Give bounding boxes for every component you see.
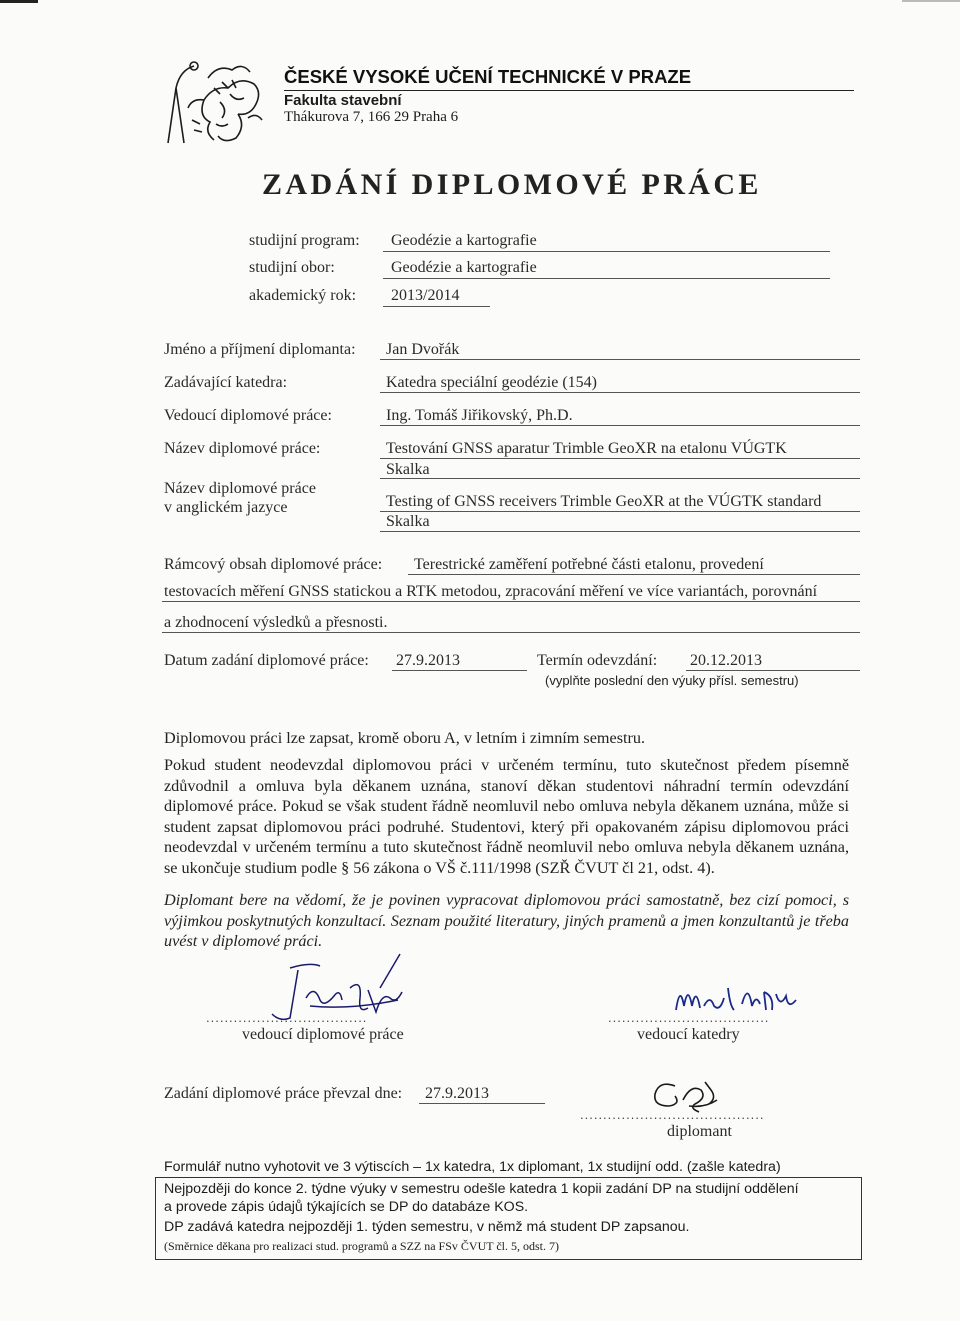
footer-line-2: a provede zápis údajů týkajících se DP do databáze KOS. xyxy=(164,1199,529,1215)
year-label: akademický rok: xyxy=(249,287,357,304)
footer-note-copies: Formulář nutno vyhotovit ve 3 výtiscích – 1x katedra, 1x diplomant, 1x studijní odd. (zašle katedra) xyxy=(164,1159,781,1175)
supervisor-value: Ing. Tomáš Jiřikovský, Ph.D. xyxy=(386,407,573,424)
due-date-note: (vyplňte poslední den výuky přísl. semestru) xyxy=(545,673,799,688)
program-rule xyxy=(383,251,830,252)
page-title: ZADÁNÍ DIPLOMOVÉ PRÁCE xyxy=(262,168,762,201)
footer-line-4: (Směrnice děkana pro realizaci stud. programů a SZZ na FSv ČVUT čl. 5, odst. 7) xyxy=(164,1239,560,1253)
scope-line1: Terestrické zaměření potřebné části etalonu, provedení xyxy=(414,556,764,573)
dept-label: Zadávající katedra: xyxy=(164,374,288,391)
supervisor-signature-dots: ................................... xyxy=(206,1010,368,1025)
due-date-value: 20.12.2013 xyxy=(690,652,762,669)
thesis-rule-2 xyxy=(380,478,860,479)
thesis-en-line2: Skalka xyxy=(386,513,430,530)
rule-paragraph-1: Diplomovou práci lze zapsat, kromě oboru A, v letním i zimním semestru. xyxy=(164,729,646,747)
student-signature-dots: ........................................ xyxy=(580,1107,765,1122)
thesis-rule-1 xyxy=(380,458,860,459)
faculty-name: Fakulta stavební xyxy=(284,92,402,109)
student-rule xyxy=(380,359,860,360)
thesis-en-line1: Testing of GNSS receivers Trimble GeoXR at the VÚGTK standard xyxy=(386,493,822,510)
thesis-title-line2: Skalka xyxy=(386,461,430,478)
supervisor-signature-label: vedoucí diplomové práce xyxy=(242,1026,404,1043)
dept-rule xyxy=(380,392,860,393)
head-signature-dots: ................................... xyxy=(608,1010,770,1025)
scope-line2: testovacích měření GNSS statickou a RTK metodou, zpracování měření ve více variantách, porovnání xyxy=(164,583,818,600)
due-date-rule xyxy=(686,670,860,671)
footer-line-3: DP zadává katedra nejpozději 1. týden semestru, v němž má student DP zapsanou. xyxy=(164,1219,690,1235)
scope-rule-1 xyxy=(408,574,860,575)
field-label: studijní obor: xyxy=(249,259,335,276)
scope-rule-3 xyxy=(162,632,860,633)
student-value: Jan Dvořák xyxy=(386,341,460,358)
head-signature-label: vedoucí katedry xyxy=(637,1026,740,1043)
header-rule xyxy=(284,90,854,91)
program-value: Geodézie a kartografie xyxy=(391,232,537,249)
rule-paragraph-2: Pokud student neodevzdal diplomovou práci v určeném termínu, tuto skutečnost předem písemně zdůvodnil a omluva byla děkanem uznána, stanoví děkan studentovi náhradní termín odevzdání diplomové práce. Pokud se však student řádně neomluvil nebo omluva nebyla děkanem uznána, může si student zapsat diplomovou práci podruhé. Studentovi, který při opakovaném zápisu diplomovou práci neodevzdal v určeném termínu a tuto skutečnost řádně neomluvil nebo omluva nebyla děkanem uznána, se ukončuje studium podle § 56 zákona o VŠ č.111/1998 (SZŘ ČVUT čl 21, odst. 4). xyxy=(164,756,849,877)
received-rule xyxy=(419,1103,545,1104)
dept-value: Katedra speciální geodézie (154) xyxy=(386,374,598,391)
thesis-en-rule-2 xyxy=(380,531,860,532)
program-label: studijní program: xyxy=(249,232,360,249)
field-value: Geodézie a kartografie xyxy=(391,259,537,276)
thesis-en-rule-1 xyxy=(380,511,860,512)
student-label: Jméno a příjmení diplomanta: xyxy=(164,341,356,358)
year-rule xyxy=(383,306,490,307)
footer-line-1: Nejpozději do konce 2. týdne výuky v semestru odešle katedra 1 kopii zadání DP na studijní oddělení xyxy=(164,1181,799,1197)
scan-mark xyxy=(0,0,38,3)
thesis-en-label-1: Název diplomové práce xyxy=(164,480,316,497)
scope-rule-2 xyxy=(162,601,860,602)
supervisor-label: Vedoucí diplomové práce: xyxy=(164,407,332,424)
thesis-title-label: Název diplomové práce: xyxy=(164,440,321,457)
thesis-en-label-2: v anglickém jazyce xyxy=(164,499,288,516)
year-value: 2013/2014 xyxy=(391,287,460,304)
rule-paragraph-3: Diplomant bere na vědomí, že je povinen vypracovat diplomovou práci samostatně, bez cizí pomoci, s výjimkou poskytnutých konzultací. Seznam použité literatury, jiných pramenů a jmen konzultantů je třeba uvést v diplomové práci. xyxy=(164,891,849,950)
university-logo-icon xyxy=(158,58,268,148)
university-name: ČESKÉ VYSOKÉ UČENÍ TECHNICKÉ V PRAZE xyxy=(284,66,692,87)
due-date-label: Termín odevzdání: xyxy=(537,652,658,669)
assign-date-label: Datum zadání diplomové práce: xyxy=(164,652,369,669)
field-rule xyxy=(383,278,830,279)
received-value: 27.9.2013 xyxy=(425,1085,489,1102)
assign-date-value: 27.9.2013 xyxy=(396,652,460,669)
thesis-title-line1: Testování GNSS aparatur Trimble GeoXR na etalonu VÚGTK xyxy=(386,440,787,457)
faculty-address: Thákurova 7, 166 29 Praha 6 xyxy=(284,109,459,125)
received-label: Zadání diplomové práce převzal dne: xyxy=(164,1085,403,1102)
supervisor-rule xyxy=(380,425,860,426)
scope-label: Rámcový obsah diplomové práce: xyxy=(164,556,383,573)
student-signature-label: diplomant xyxy=(667,1123,732,1140)
assign-date-rule xyxy=(392,670,527,671)
scope-line3: a zhodnocení výsledků a přesnosti. xyxy=(164,614,388,631)
scan-mark xyxy=(902,0,960,2)
